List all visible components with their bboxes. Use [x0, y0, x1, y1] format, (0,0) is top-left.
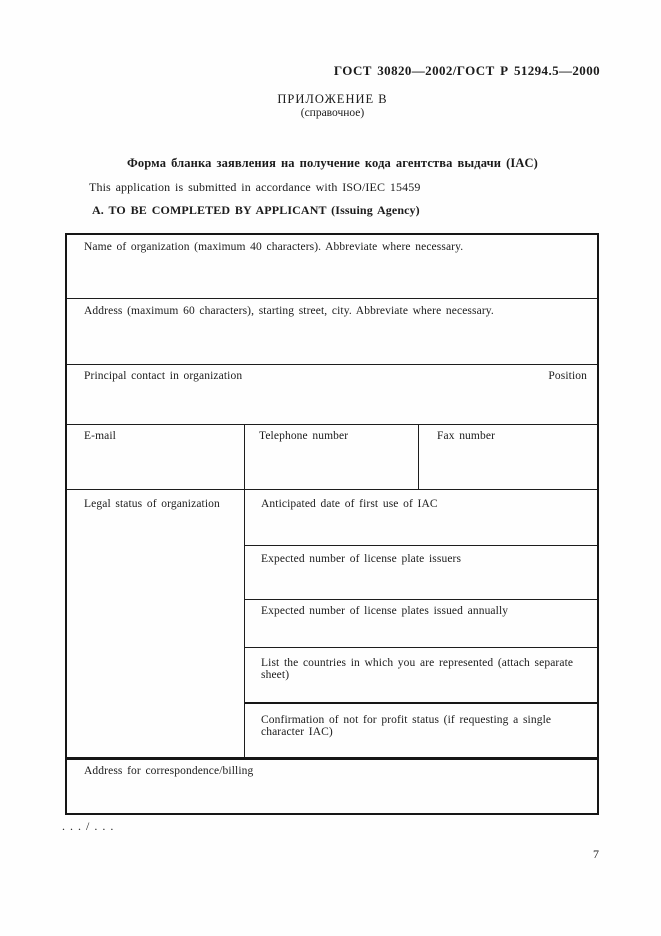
- expected-issuers-label: Expected number of license plate issuers: [261, 553, 462, 565]
- field-fax: [419, 425, 597, 489]
- expected-annual-label: Expected number of license plates issued annually: [261, 605, 509, 617]
- correspondence-address-label: Address for correspondence/billing: [84, 765, 254, 777]
- email-label: E-mail: [84, 430, 116, 442]
- field-nonprofit-confirmation: [245, 704, 597, 757]
- intro-text: This application is submitted in accordance with ISO/IEC 15459: [89, 180, 421, 194]
- field-organization-name-label: Name of organization (maximum 40 characters). Abbreviate where necessary.: [84, 241, 464, 253]
- section-a-heading: A. TO BE COMPLETED BY APPLICANT (Issuing Agency): [92, 203, 420, 217]
- form-title: Форма бланка заявления на получение кода агентства выдачи (IAC): [127, 156, 538, 170]
- field-organization-address: [67, 299, 597, 365]
- application-form-table: [65, 233, 599, 815]
- legal-status-section: [67, 490, 597, 760]
- field-expected-annual: [245, 600, 597, 648]
- nonprofit-confirmation-label: Confirmation of not for profit status (if requesting a single character IAC): [261, 714, 552, 738]
- fax-label: Fax number: [437, 430, 496, 442]
- field-organization-address-label: Address (maximum 60 characters), starting street, city. Abbreviate where necessary.: [84, 305, 494, 317]
- field-expected-issuers: [245, 546, 597, 600]
- field-telephone: [245, 425, 419, 489]
- field-countries: [245, 648, 597, 704]
- countries-label: List the countries in which you are represented (attach separate sheet): [261, 657, 574, 681]
- field-anticipated-date: [245, 490, 597, 546]
- annex-subtitle: (справочное): [300, 107, 365, 119]
- principal-contact-label: Principal contact in organization: [84, 370, 243, 382]
- field-legal-status: [67, 490, 245, 757]
- field-organization-name: [67, 235, 597, 299]
- legal-status-subfields: [245, 490, 597, 757]
- continuation-marks: . . . / . . .: [62, 819, 115, 833]
- field-correspondence-address: [67, 760, 597, 813]
- anticipated-date-label: Anticipated date of first use of IAC: [261, 498, 438, 510]
- annex-title: ПРИЛОЖЕНИЕ В: [277, 92, 388, 106]
- field-email: [67, 425, 245, 489]
- position-label: Position: [548, 370, 587, 382]
- field-principal-contact: [67, 365, 597, 425]
- legal-status-label: Legal status of organization: [84, 498, 220, 510]
- telephone-label: Telephone number: [259, 430, 349, 442]
- contact-details-row: [67, 425, 597, 490]
- page-number: 7: [593, 847, 599, 861]
- standard-designation: ГОСТ 30820—2002/ГОСТ Р 51294.5—2000: [333, 63, 600, 78]
